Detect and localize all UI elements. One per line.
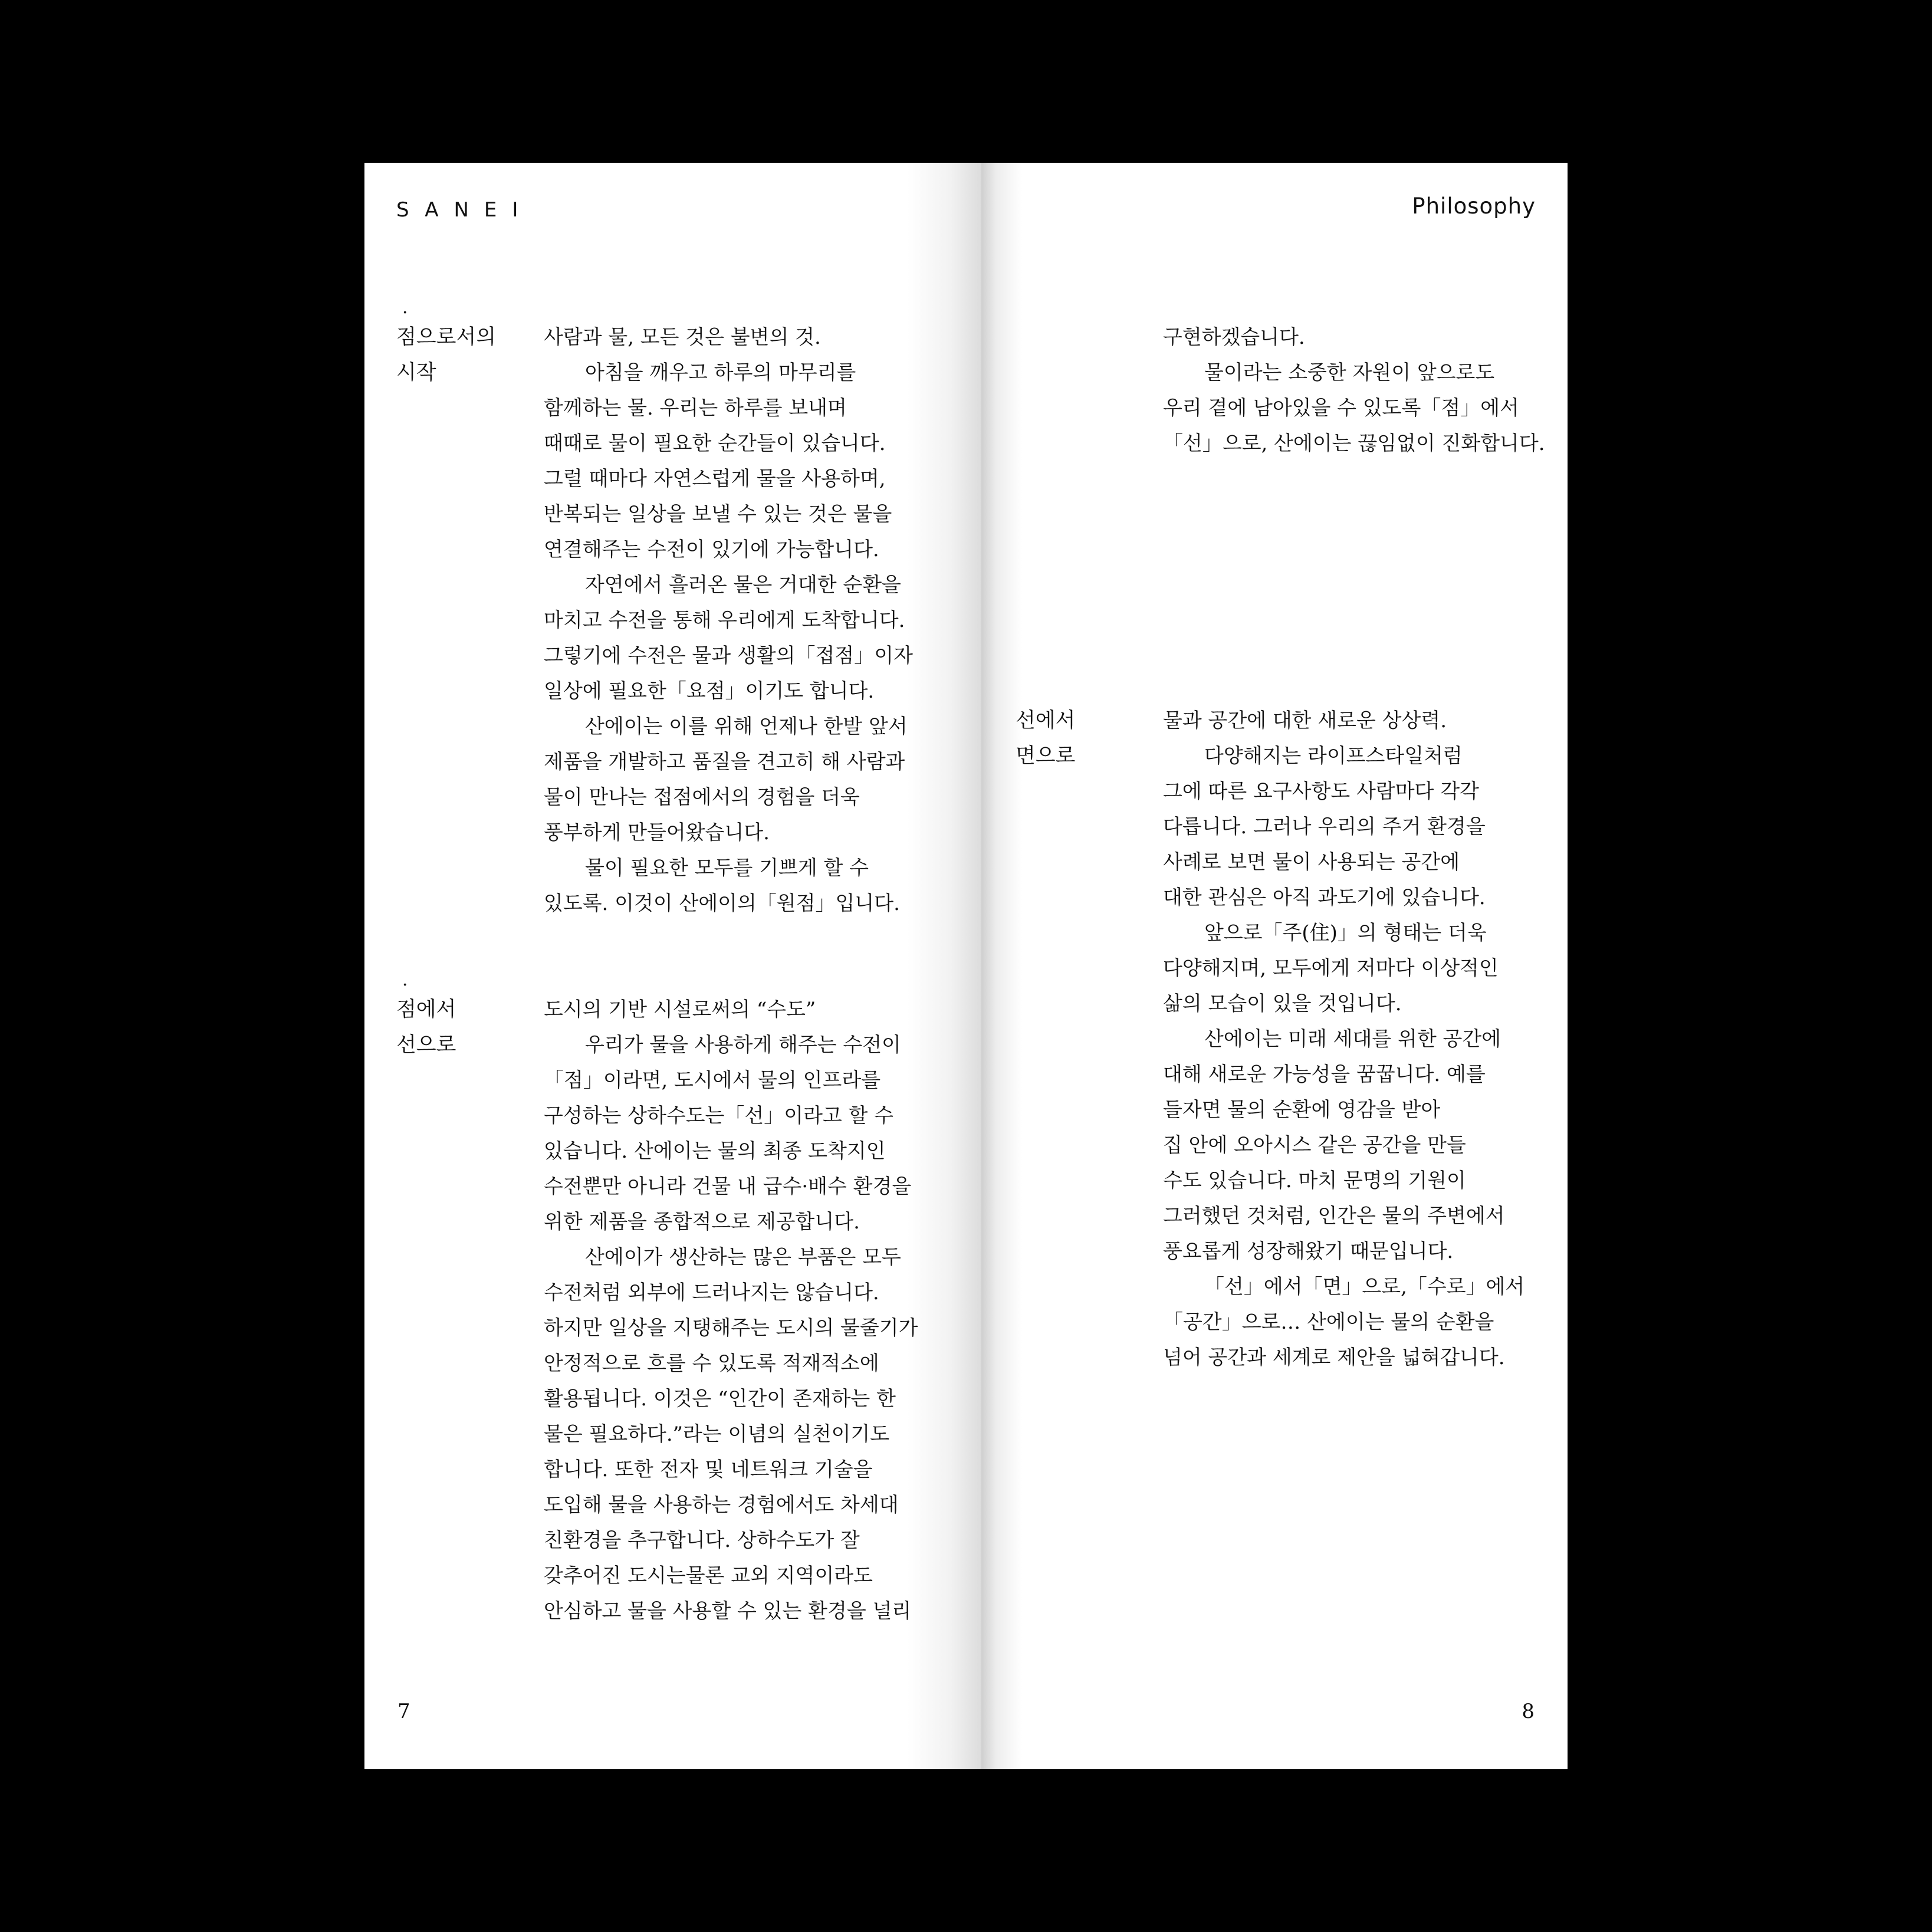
text-line: 넘어 공간과 세계로 제안을 넓혀갑니다. (1163, 1346, 1505, 1369)
text-line: 대한 관심은 아직 과도기에 있습니다. (1163, 886, 1486, 909)
text-line: 구성하는 상하수도는「선」이라고 할 수 (544, 1104, 894, 1128)
text-line: 하지만 일상을 지탱해주는 도시의 물줄기가 (544, 1316, 918, 1340)
text-line: 들자면 물의 순환에 영감을 받아 (1163, 1098, 1441, 1122)
text-line: 제품을 개발하고 품질을 견고히 해 사람과 (544, 750, 905, 774)
right-page (981, 163, 1568, 1769)
text-line: 아침을 깨우고 하루의 마무리를 (585, 361, 856, 385)
text-line: 연결해주는 수전이 있기에 가능합니다. (544, 538, 879, 561)
text-line: 안심하고 물을 사용할 수 있는 환경을 널리 (544, 1599, 912, 1623)
text-line: 대해 새로운 가능성을 꿈꿉니다. 예를 (1163, 1063, 1486, 1086)
text-line: 때때로 물이 필요한 순간들이 있습니다. (544, 432, 886, 455)
text-line: 물이라는 소중한 자원이 앞으로도 (1204, 361, 1495, 385)
section-heading-dot-to-line (396, 975, 456, 1063)
page-number-left: 7 (397, 1700, 410, 1723)
text-line: 풍요롭게 성장해왔기 때문입니다. (1163, 1240, 1454, 1263)
text-line: 도입해 물을 사용하는 경험에서도 차세대 (544, 1493, 899, 1517)
text-line: 반복되는 일상을 보낼 수 있는 것은 물을 (544, 502, 892, 526)
left-page (364, 163, 981, 1769)
text-line: 「점」이라면, 도시에서 물의 인프라를 (544, 1069, 881, 1092)
text-line: 안정적으로 흐를 수 있도록 적재적소에 (544, 1352, 879, 1375)
text-line: 우리 곁에 남아있을 수 있도록「점」에서 (1163, 396, 1519, 420)
text-line: 삶의 모습이 있을 것입니다. (1163, 992, 1402, 1016)
text-line: 산에이는 이를 위해 언제나 한발 앞서 (585, 715, 908, 738)
section-body-dot-to-line (544, 992, 918, 1629)
section-heading-start (396, 303, 497, 390)
text-line: 앞으로「주(住)」의 형태는 더욱 (1204, 921, 1487, 945)
text-line: 도시의 기반 시설로써의 “수도” (544, 998, 816, 1021)
heading-line: 점에서 (396, 998, 456, 1021)
text-line: 집 안에 오아시스 같은 공간을 만들 (1163, 1133, 1466, 1157)
continuation-body (1163, 320, 1545, 461)
text-line: 산에이는 미래 세대를 위한 공간에 (1204, 1027, 1501, 1051)
brand-logo: SANEI (396, 198, 534, 222)
text-line: 위한 제품을 종합적으로 제공합니다. (544, 1210, 860, 1234)
text-line: 친환경을 추구합니다. 상하수도가 잘 (544, 1529, 860, 1552)
emphasis-dot: · (402, 303, 408, 323)
text-line: 마치고 수전을 통해 우리에게 도착합니다. (544, 609, 905, 632)
book-spread (364, 163, 1568, 1769)
text-line: 일상에 필요한「요점」이기도 합니다. (544, 679, 875, 703)
emphasis-dot: · (402, 975, 408, 995)
text-line: 있도록. 이것이 산에이의「원점」입니다. (544, 892, 900, 915)
text-line: 그에 따른 요구사항도 사람마다 각각 (1163, 780, 1479, 803)
text-line: 물이 만나는 접점에서의 경험을 더욱 (544, 786, 860, 809)
heading-line: 선에서 (1016, 709, 1076, 732)
text-line: 갖추어진 도시는물론 교외 지역이라도 (544, 1564, 873, 1588)
section-heading-line-to-plane (1016, 703, 1075, 774)
heading-line: 시작 (396, 361, 436, 385)
text-line: 함께하는 물. 우리는 하루를 보내며 (544, 396, 847, 420)
text-line: 그럴 때마다 자연스럽게 물을 사용하며, (544, 467, 886, 491)
section-title: Philosophy (1412, 193, 1536, 219)
text-line: 물이 필요한 모두를 기쁘게 할 수 (585, 856, 869, 880)
text-line: 풍부하게 만들어왔습니다. (544, 821, 770, 845)
text-line: 「선」에서「면」으로,「수로」에서 (1204, 1275, 1525, 1299)
text-line: 있습니다. 산에이는 물의 최종 도착지인 (544, 1139, 886, 1163)
text-line: 구현하겠습니다. (1163, 326, 1305, 349)
text-line: 수도 있습니다. 마치 문명의 기원이 (1163, 1169, 1466, 1192)
text-line: 물은 필요하다.”라는 이념의 실천이기도 (544, 1422, 890, 1446)
text-line: 산에이가 생산하는 많은 부품은 모두 (585, 1246, 901, 1269)
text-line: 「선」으로, 산에이는 끊임없이 진화합니다. (1163, 432, 1545, 455)
text-line: 자연에서 흘러온 물은 거대한 순환을 (585, 573, 901, 597)
text-line: 그렇기에 수전은 물과 생활의「접점」이자 (544, 644, 913, 668)
section-body-start (544, 320, 913, 921)
text-line: 합니다. 또한 전자 및 네트워크 기술을 (544, 1458, 873, 1481)
text-line: 다릅니다. 그러나 우리의 주거 환경을 (1163, 815, 1486, 839)
heading-line: 면으로 (1016, 744, 1076, 768)
text-line: 활용됩니다. 이것은 “인간이 존재하는 한 (544, 1387, 896, 1411)
text-line: 다양해지는 라이프스타일처럼 (1204, 744, 1463, 768)
text-line: 사람과 물, 모든 것은 불변의 것. (544, 326, 821, 349)
text-line: 그러했던 것처럼, 인간은 물의 주변에서 (1163, 1204, 1505, 1228)
page-number-right: 8 (1522, 1700, 1535, 1723)
text-line: 수전처럼 외부에 드러나지는 않습니다. (544, 1281, 879, 1305)
heading-line: 선으로 (396, 1033, 456, 1057)
text-line: 물과 공간에 대한 새로운 상상력. (1163, 709, 1447, 732)
heading-line: 점으로서의 (396, 326, 497, 349)
text-line: 우리가 물을 사용하게 해주는 수전이 (585, 1033, 901, 1057)
section-body-line-to-plane (1163, 703, 1524, 1375)
text-line: 「공간」으로… 산에이는 물의 순환을 (1163, 1310, 1494, 1334)
text-line: 수전뿐만 아니라 건물 내 급수·배수 환경을 (544, 1175, 912, 1198)
text-line: 사례로 보면 물이 사용되는 공간에 (1163, 850, 1460, 874)
text-line: 다양해지며, 모두에게 저마다 이상적인 (1163, 957, 1499, 980)
